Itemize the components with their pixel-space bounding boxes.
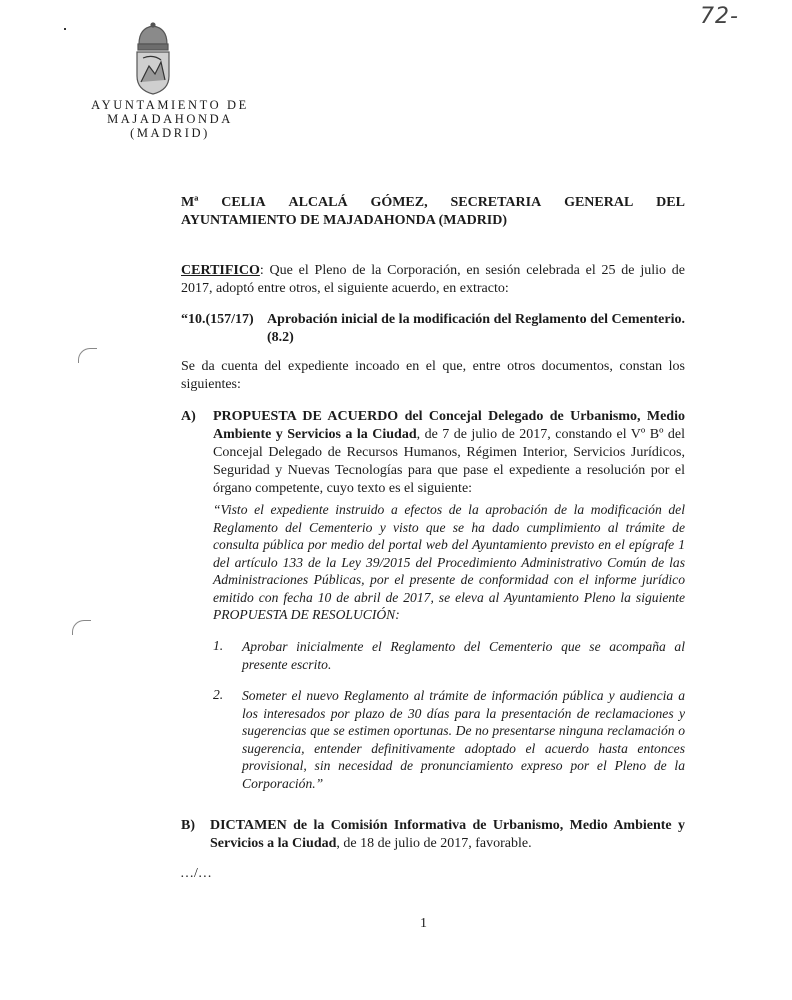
page-number: 1: [420, 916, 427, 931]
continuation-mark: …/…: [180, 866, 212, 881]
certifico-label: CERTIFICO: [181, 263, 260, 278]
section-a-bold: PROPUESTA DE ACUERDO del Concejal Delegado de Urbanismo, Medio Ambiente y Servicios a la Ciudad: [213, 409, 685, 442]
coat-of-arms-icon: [131, 22, 175, 96]
item-text: Someter el nuevo Reglamento al trámite de información pública y audiencia a los interesados por plazo de 30 días para la presentación de reclamaciones y sugerencias que se estimen oportunas. De no presentarse ninguna reclamación o sugerencia, entender definitivamente adoptado el acuerdo hasta entonces provisional, sin necesidad de pronunciamiento expreso por el Pleno de la Corporación.”: [242, 688, 685, 791]
section-a-text: [213, 408, 685, 498]
item-number: 2.: [213, 687, 224, 702]
title-word: GENERAL: [564, 195, 634, 210]
section-b-body: , de 18 de julio de 2017, favorable.: [336, 836, 532, 851]
section-a-body: , de 7 de julio de 2017, constando el Vº Bº del Concejal Delegado de Recursos Humanos, Régimen Interior, Servicios Jurídicos, Seguridad y Nuevas Tecnologías para que pase el expediente a resolución por el órgano competente, cuyo texto es el siguiente:: [213, 427, 685, 496]
document-title: [181, 194, 685, 230]
scan-mark: [78, 348, 97, 363]
section-b-text: [210, 817, 685, 853]
header-line3: (MADRID): [130, 126, 210, 140]
intro-paragraph: Se da cuenta del expediente incoado en el que, entre otros documentos, constan los siguientes:: [181, 359, 685, 392]
agreement-title: Aprobación inicial de la modificación del Reglamento del Cementerio. (8.2): [267, 312, 685, 345]
title-word: CELIA: [221, 195, 266, 210]
certifico-paragraph: [181, 262, 685, 298]
proposal-quote: “Visto el expediente instruido a efectos de la aprobación de la modificación del Reglamento del Cementerio y visto que se ha dado cumplimiento al trámite de consulta pública por medio del portal web del Ayuntamiento previsto en el epígrafe 1 del artículo 133 de la Ley 39/2015 del Procedimiento Administrativo Común de las Administraciones Públicas, por el presente de conformidad con el informe jurídico emitido con fecha 10 de abril de 2017, se eleva al Ayuntamiento Pleno la siguiente PROPUESTA DE RESOLUCIÓN:: [213, 502, 685, 622]
scan-dot: [64, 28, 66, 30]
title-line2: AYUNTAMIENTO DE MAJADAHONDA (MADRID): [181, 213, 508, 228]
section-b-marker: B): [181, 818, 195, 833]
title-word: ALCALÁ: [288, 195, 348, 210]
title-word: GÓMEZ,: [370, 195, 428, 210]
agreement-number: “10.(157/17): [181, 312, 254, 327]
certifico-text: : Que el Pleno de la Corporación, en sesión celebrada el 25 de julio de 2017, adoptó entre otros, el siguiente acuerdo, en extracto:: [181, 263, 685, 296]
section-b-bold: DICTAMEN de la Comisión Informativa de Urbanismo, Medio Ambiente y Servicios a la Ciudad: [210, 818, 685, 851]
item-number: 1.: [213, 638, 224, 653]
scan-mark: [72, 620, 91, 635]
title-word: SECRETARIA: [450, 195, 542, 210]
section-a-marker: A): [181, 409, 196, 424]
municipality-header: [80, 98, 260, 140]
title-word: DEL: [656, 195, 685, 210]
header-line1: AYUNTAMIENTO DE: [91, 98, 249, 112]
header-line2: MAJADAHONDA: [107, 112, 233, 126]
title-word: Mª: [181, 195, 199, 210]
handwritten-page-number: 72-: [700, 4, 739, 29]
title-line1: [181, 194, 685, 212]
item-text: Aprobar inicialmente el Reglamento del Cementerio que se acompaña al presente escrito.: [242, 639, 685, 672]
